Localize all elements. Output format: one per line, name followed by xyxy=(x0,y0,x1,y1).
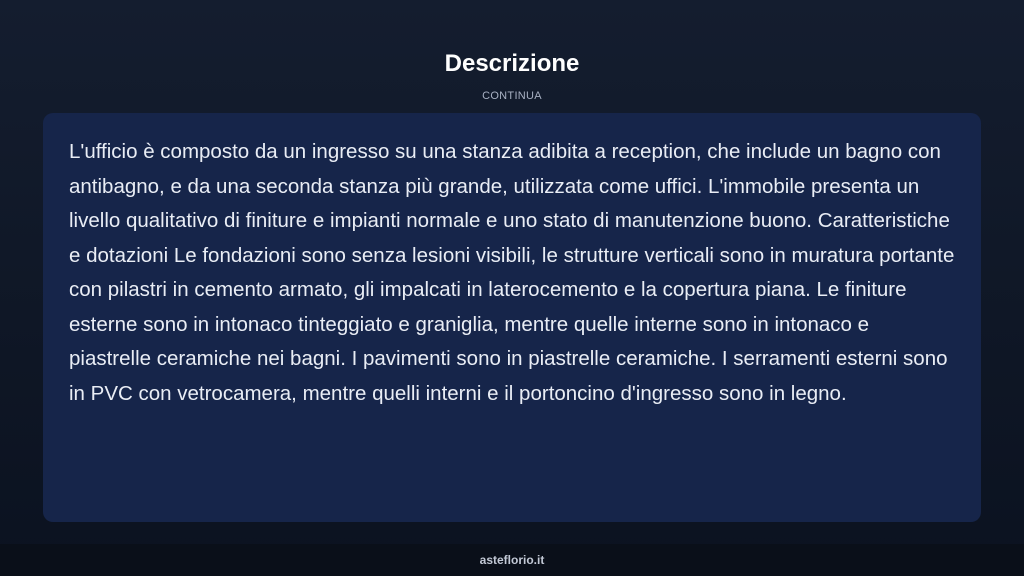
page-title: Descrizione xyxy=(444,50,580,77)
description-text: L'ufficio è composto da un ingresso su una stanza adibita a reception, che include un bagno con antibagno, e da una seconda stanza più grande, utilizzata come uffici. L'immobile presenta un livello qualitativo di finiture e impianti normale e uno stato di manutenzione buono. Caratteristiche e dotazioni Le fondazioni sono senza lesioni visibili, le strutture verticali sono in muratura portante con pilastri in cemento armato, gli impalcati in laterocemento e la copertura piana. Le finiture esterne sono in intonaco tinteggiato e graniglia, mentre quelle interne sono in intonaco e piastrelle ceramiche nei bagni. I pavimenti sono in piastrelle ceramiche. I serramenti esterni sono in PVC con vetrocamera, mentre quelli interni e il portoncino d'ingresso sono in legno. xyxy=(69,140,955,405)
footer-brand: asteflorio.it xyxy=(479,553,545,567)
description-card xyxy=(43,113,981,522)
footer-bar xyxy=(0,544,1024,576)
continue-link[interactable]: CONTINUA xyxy=(482,90,542,102)
